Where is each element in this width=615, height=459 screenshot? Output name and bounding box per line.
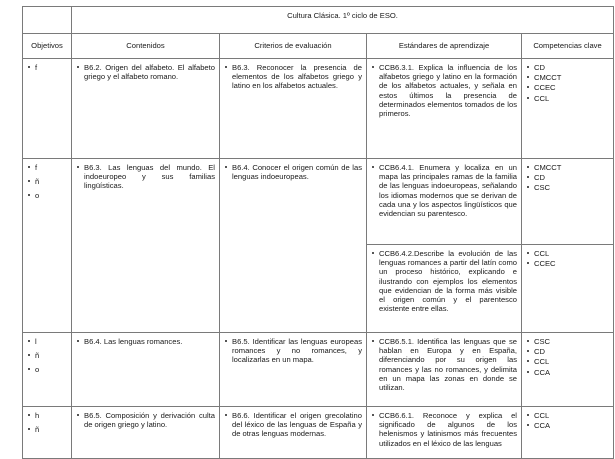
competencia-item: CCL <box>526 411 609 420</box>
header-objetivos: Objetivos <box>23 34 72 59</box>
estandar-item: CCB6.4.1. Enumera y localiza en un mapa las principales ramas de la familia de las lenguas indoeuropeas, señalando los idiomas modernos que se derivan de cada una y los aspectos lingüísticos que evidencian su parentesco. <box>371 163 517 218</box>
criterio-item: B6.5. Identificar las lenguas europeas romances y no romances, y localizarlas en un mapa. <box>224 337 362 365</box>
competencia-item: CSC <box>526 183 609 192</box>
criterios-cell <box>220 333 367 407</box>
objetivo-item: f <box>27 63 67 72</box>
estandar-cell <box>367 159 522 245</box>
competencia-item: CD <box>526 173 609 182</box>
competencia-item: CCA <box>526 368 609 377</box>
competencia-item: CCL <box>526 249 609 258</box>
criterio-item: B6.4. Conocer el origen común de las lenguas indoeuropeas. <box>224 163 362 181</box>
competencias-cell <box>522 59 614 159</box>
contenido-item: B6.3. Las lenguas del mundo. El indoeuropeo y sus familias lingüísticas. <box>76 163 215 191</box>
competencias-cell <box>522 333 614 407</box>
objetivo-item: o <box>27 365 67 374</box>
competencia-item: CMCCT <box>526 73 609 82</box>
table-row <box>23 407 614 459</box>
competencias-cell <box>522 159 614 245</box>
header-contenidos: Contenidos <box>72 34 220 59</box>
criterios-cell <box>220 59 367 159</box>
header-estandares: Estándares de aprendizaje <box>367 34 522 59</box>
competencias-cell <box>522 245 614 333</box>
contenidos-cell <box>72 159 220 333</box>
criterios-cell <box>220 407 367 459</box>
competencia-item: CCA <box>526 421 609 430</box>
contenidos-cell <box>72 333 220 407</box>
estandar-cell <box>367 245 522 333</box>
objetivo-item: o <box>27 191 67 200</box>
competencia-item: CSC <box>526 337 609 346</box>
contenidos-cell <box>72 59 220 159</box>
objetivo-item: ñ <box>27 425 67 434</box>
competencia-item: CCL <box>526 94 609 103</box>
contenidos-cell <box>72 407 220 459</box>
competencia-item: CCEC <box>526 83 609 92</box>
estandar-cell <box>367 59 522 159</box>
estandar-item: CCB6.6.1. Reconoce y explica el significado de algunos de los helenismos y latinismos más frecuentes utilizados en el léxico de las lenguas <box>371 411 517 448</box>
table-title: Cultura Clásica. 1º ciclo de ESO. <box>72 7 614 34</box>
competencias-cell <box>522 407 614 459</box>
objetivo-item: f <box>27 163 67 172</box>
objetivos-cell <box>23 407 72 459</box>
objetivo-item: ñ <box>27 177 67 186</box>
competencia-item: CD <box>526 63 609 72</box>
header-competencias: Competencias clave <box>522 34 614 59</box>
objetivos-cell <box>23 159 72 333</box>
estandar-item: CCB6.4.2.Describe la evolución de las lenguas romances a partir del latín como un proceso histórico, explicando e ilustrando con ejemplos los elementos que evidencian de la forma más visible el origen común y el parentesco existente entre ellas. <box>371 249 517 313</box>
estandar-item: CCB6.5.1. Identifica las lenguas que se hablan en Europa y en España, diferenciando por su origen las romances y las no romances, y delimita en un mapa las zonas en donde se utilizan. <box>371 337 517 392</box>
contenido-item: B6.4. Las lenguas romances. <box>76 337 215 346</box>
competencia-item: CD <box>526 347 609 356</box>
objetivo-item: l <box>27 337 67 346</box>
corner-cell <box>23 7 72 34</box>
header-criterios: Criterios de evaluación <box>220 34 367 59</box>
table-row <box>23 159 614 245</box>
curriculum-table <box>22 6 614 459</box>
estandar-cell <box>367 333 522 407</box>
table-row <box>23 333 614 407</box>
objetivos-cell <box>23 59 72 159</box>
table-row <box>23 59 614 159</box>
contenido-item: B6.2. Origen del alfabeto. El alfabeto griego y el alfabeto romano. <box>76 63 215 81</box>
competencia-item: CCEC <box>526 259 609 268</box>
competencia-item: CCL <box>526 357 609 366</box>
estandar-item: CCB6.3.1. Explica la influencia de los alfabetos griego y latino en la formación de los alfabetos actuales, y señala en estos últimos la presencia de determinados elementos tomados de los primeros. <box>371 63 517 118</box>
competencia-item: CMCCT <box>526 163 609 172</box>
criterio-item: B6.6. Identificar el origen grecolatino del léxico de las lenguas de España y de otras lenguas modernas. <box>224 411 362 439</box>
objetivos-cell <box>23 333 72 407</box>
criterio-item: B6.3. Reconocer la presencia de elementos de los alfabetos griego y latino en los alfabetos actuales. <box>224 63 362 91</box>
objetivo-item: h <box>27 411 67 420</box>
criterios-cell <box>220 159 367 333</box>
contenido-item: B6.5. Composición y derivación culta de origen griego y latino. <box>76 411 215 429</box>
estandar-cell <box>367 407 522 459</box>
objetivo-item: ñ <box>27 351 67 360</box>
